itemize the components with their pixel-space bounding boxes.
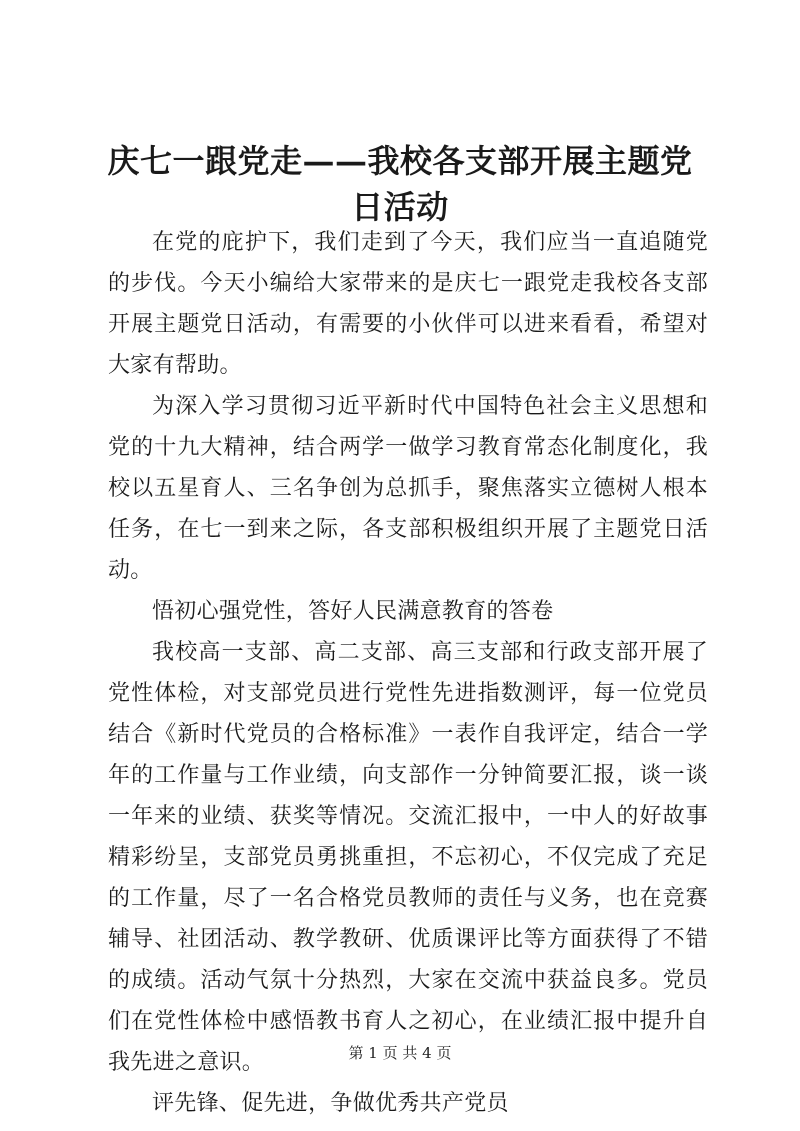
- document-title: 庆七一跟党走——我校各支部开展主题党日活动: [107, 142, 693, 226]
- section-heading-1: 悟初心强党性，答好人民满意教育的答卷: [152, 599, 554, 624]
- paragraph-background: 为深入学习贯彻习近平新时代中国特色社会主义思想和党的十九大精神，结合两学一做学习教育常态化制度化，我校以五星育人、三名争创为总抓手，聚焦落实立德树人根本任务，在七一到来之际，各支部积极组织开展了主题党日活动。: [108, 394, 708, 583]
- paragraph-activity: 我校高一支部、高二支部、高三支部和行政支部开展了党性体检，对支部党员进行党性先进指数测评，每一位党员结合《新时代党员的合格标准》一表作自我评定，结合一学年的工作量与工作业绩，向支部作一分钟简要汇报，谈一谈一年来的业绩、获奖等情况。交流汇报中，一中人的好故事精彩纷呈，支部党员勇挑重担，不忘初心，不仅完成了充足的工作量，尽了一名合格党员教师的责任与义务，也在竞赛辅导、社团活动、教学教研、优质课评比等方面获得了不错的成绩。活动气氛十分热烈，大家在交流中获益良多。党员们在党性体检中感悟教书育人之初心，在业绩汇报中提升自我先进之意识。: [108, 640, 708, 1075]
- paragraph-intro: 在党的庇护下，我们走到了今天，我们应当一直追随党的步伐。今天小编给大家带来的是庆七一跟党走我校各支部开展主题党日活动，有需要的小伙伴可以进来看看，希望对大家有帮助。: [108, 230, 708, 378]
- document-body: [108, 222, 708, 1124]
- page-number-footer: 第 1 页 共 4 页: [348, 1044, 452, 1062]
- section-heading-2: 评先锋、促先进，争做优秀共产党员: [152, 1091, 509, 1116]
